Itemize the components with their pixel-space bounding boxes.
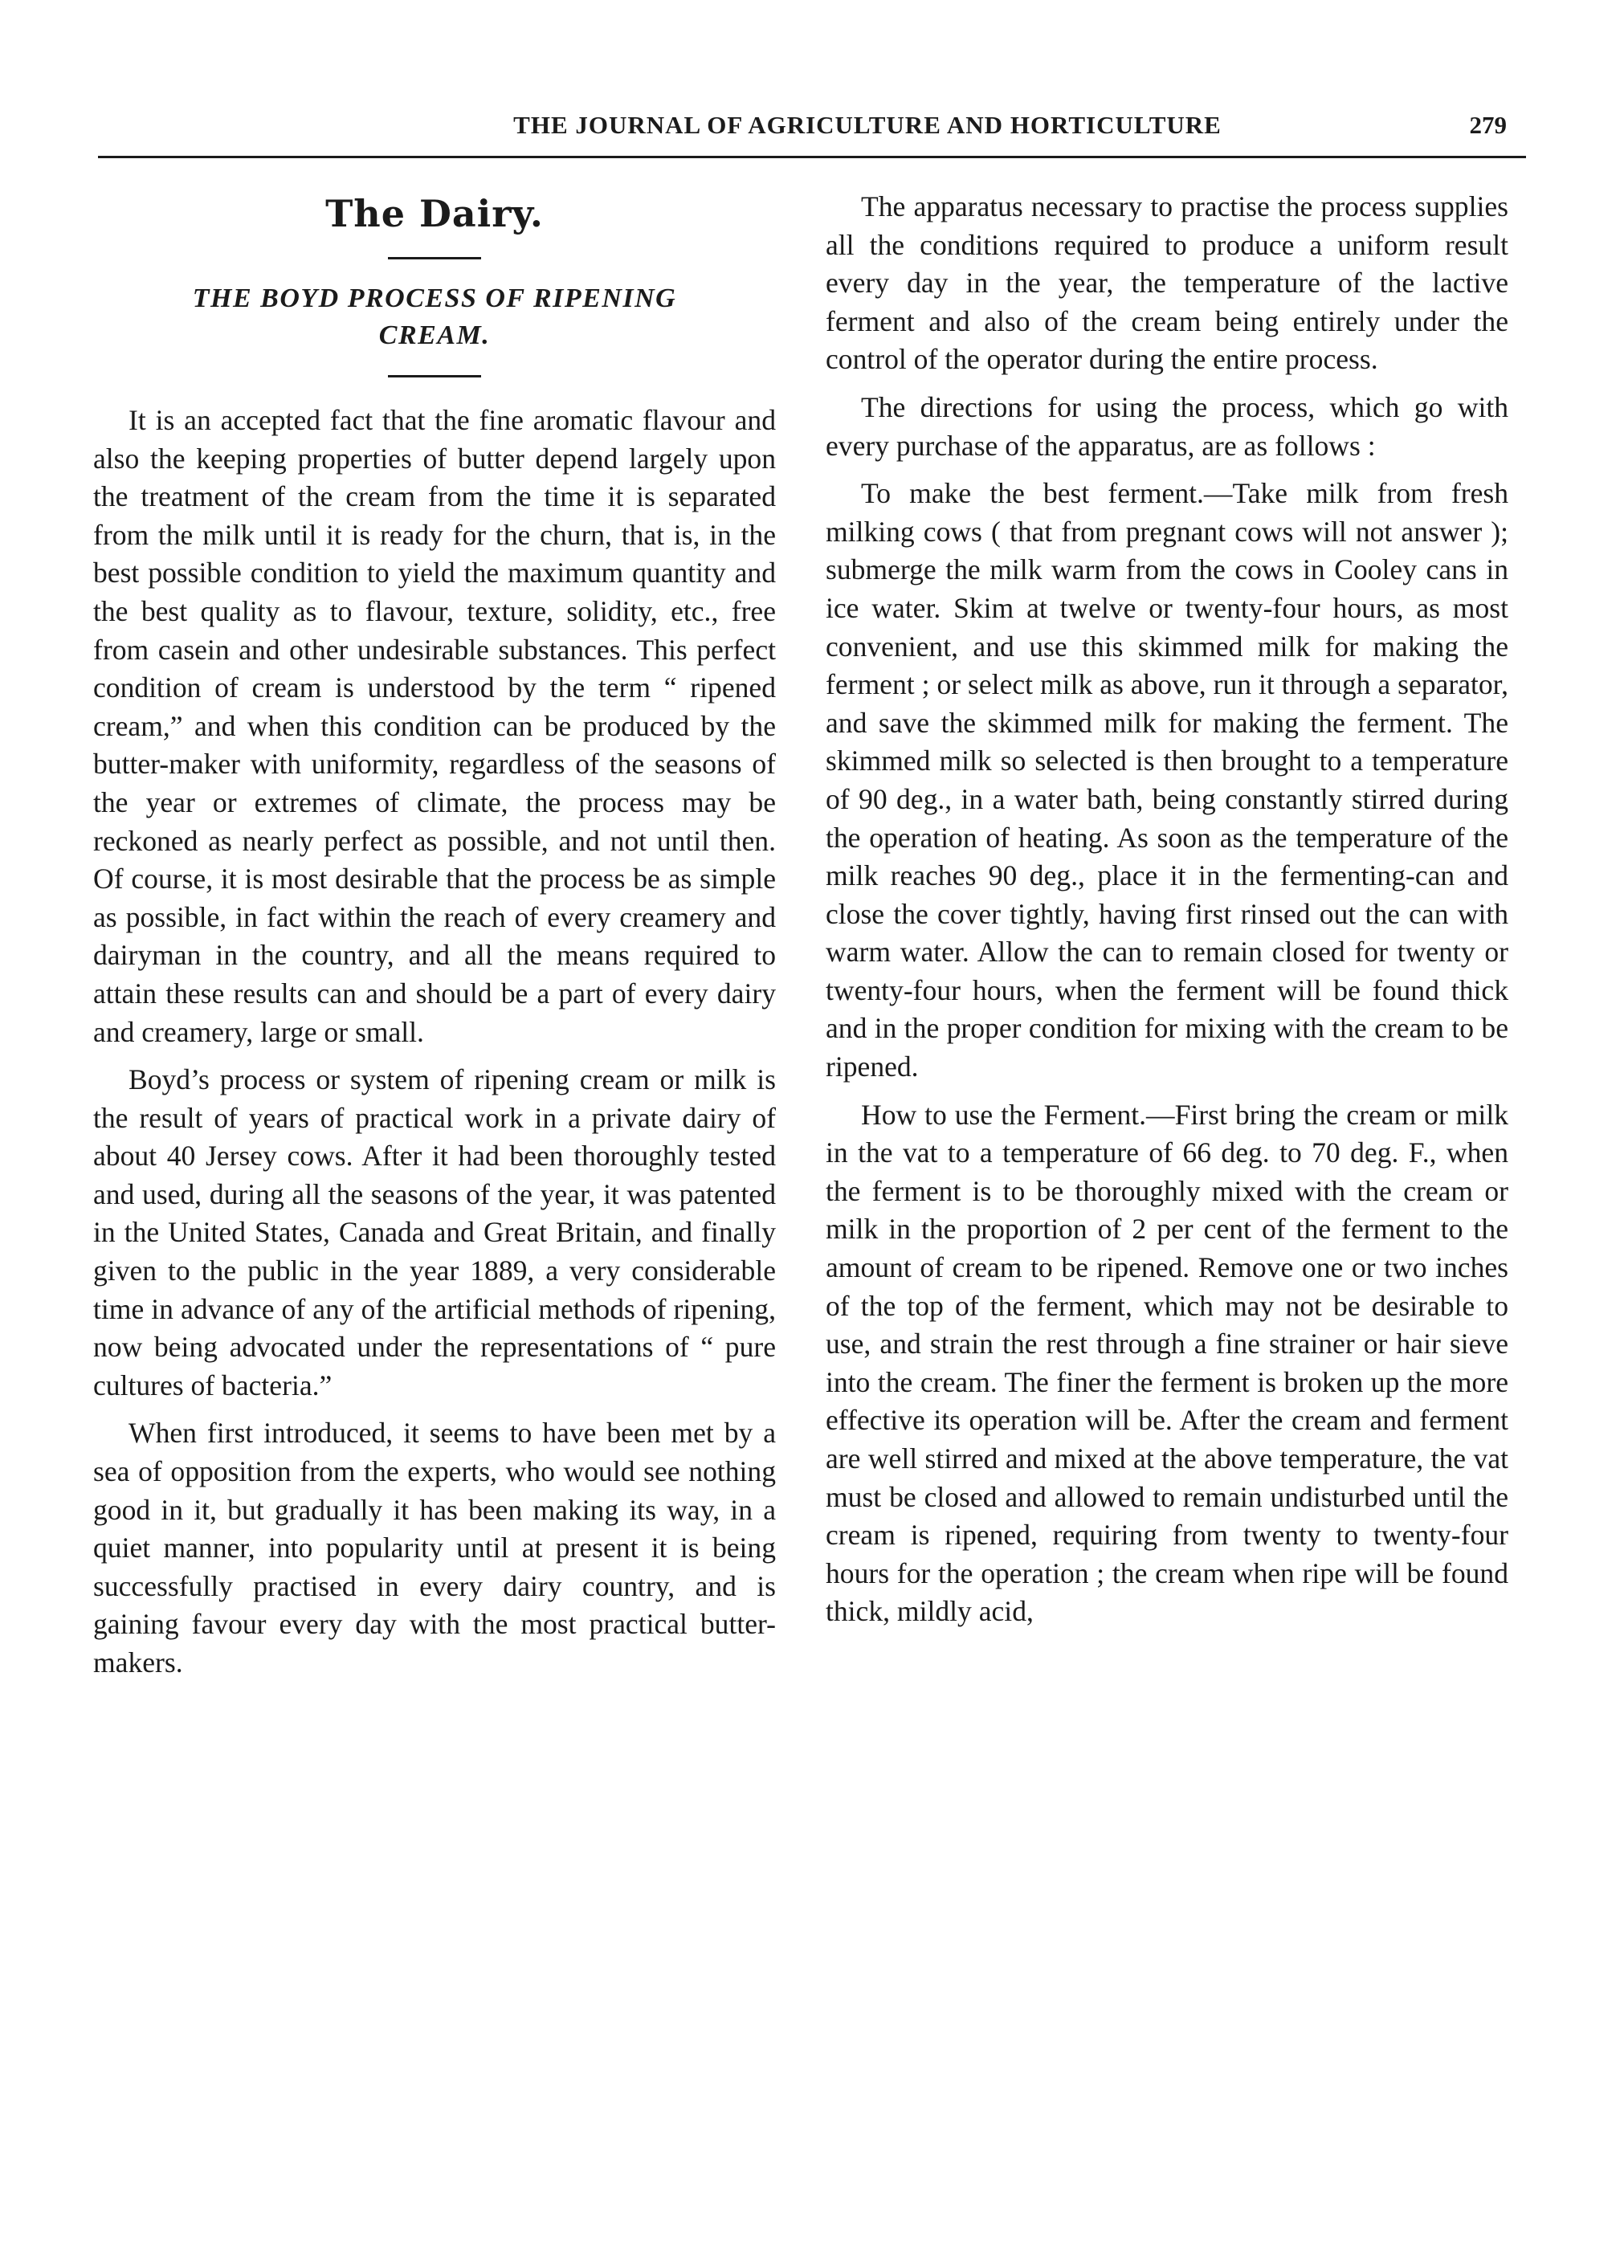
title-rule-bottom <box>388 375 481 377</box>
paragraph: When first introduced, it seems to have been met by a sea of opposition from the experts, who would see nothing good in it, but gradually it has been making its way, in a quiet manner, into popularity until at present it is being successfully practised in every dairy country, and is gaining favour every day with the most practical butter-makers. <box>93 1417 776 1679</box>
section-title: The Dairy. <box>325 192 544 235</box>
journal-title: THE JOURNAL OF AGRICULTURE AND HORTICULTURE <box>513 111 1222 139</box>
paragraph: The directions for using the process, which go with every purchase of the apparatus, are as follows : <box>826 390 1508 462</box>
left-column <box>93 188 776 1683</box>
page-number: 279 <box>1469 111 1507 139</box>
title-rule-top <box>388 257 481 259</box>
article-title: THE BOYD PROCESS OF RIPENING CREAM. <box>192 284 677 350</box>
right-column <box>826 188 1508 1631</box>
paragraph: Boyd’s process or system of ripening cream or milk is the result of years of practical work in a private dairy of about 40 Jersey cows. After it had been thoroughly tested and used, during all the seasons of the year, it was patented in the United States, Canada and Great Britain, and finally given to the public in the year 1889, a very considerable time in advance of any of the artificial methods of ripening, now being advocated under the representations of “ pure cultures of bacteria.” <box>93 1063 776 1401</box>
paragraph: To make the best ferment.—Take milk from fresh milking cows ( that from pregnant cows will not answer ); submerge the milk warm from the cows in Cooley cans in ice water. Skim at twelve or twenty-four hours, as most convenient, and use this skimmed milk for making the ferment ; or select milk as above, run it through a separator, and save the skimmed milk for making the ferment. The skimmed milk so selected is then brought to a temperature of 90 deg., in a water bath, being constantly stirred during the operation of heating. As soon as the temperature of the milk reaches 90 deg., place it in the fermenting-can and close the cover tightly, having first rinsed out the can with warm water. Allow the can to remain closed for twenty or twenty-four hours, when the ferment will be found thick and in the proper condition for mixing with the cream to be ripened. <box>826 477 1508 1083</box>
paragraph: It is an accepted fact that the fine aromatic flavour and also the keeping properties of butter depend largely upon the treatment of the cream from the time it is separated from the milk until it is ready for the churn, that is, in the best possible condition to yield the maximum quantity and the best quality as to flavour, texture, solidity, etc., free from casein and other undesirable substances. This perfect condition of cream is understood by the term “ ripened cream,” and when this condition can be produced by the butter-maker with uniformity, regardless of the seasons of the year or extremes of climate, the process may be reckoned as nearly perfect as possible, and not until then. Of course, it is most desirable that the process be as simple as possible, in fact within the reach of every creamery and dairyman in the country, and all the means required to attain these results can and should be a part of every dairy and creamery, large or small. <box>93 404 776 1048</box>
paragraph: How to use the Ferment.—First bring the cream or milk in the vat to a temperature of 66 deg. to 70 deg. F., when the ferment is to be thoroughly mixed with the cream or milk in the proportion of 2 per cent of the ferment to the amount of cream to be ripened. Remove one or two inches of the top of the ferment, which may not be desirable to use, and strain the rest through a fine strainer or hair sieve into the cream. The finer the ferment is broken up the more effective its operation will be. After the cream and ferment are well stirred and mixed at the above temperature, the vat must be closed and allowed to remain undisturbed until the cream is ripened, requiring from twenty to twenty-four hours for the operation ; the cream when ripe will be found thick, mildly acid, <box>826 1098 1508 1628</box>
running-head <box>96 111 1526 146</box>
header-rule <box>98 156 1526 158</box>
paragraph: The apparatus necessary to practise the process supplies all the conditions required to produce a uniform result every day in the year, the temperature of the lactive ferment and also of the cream being entirely under the control of the operator during the entire process. <box>826 190 1508 376</box>
